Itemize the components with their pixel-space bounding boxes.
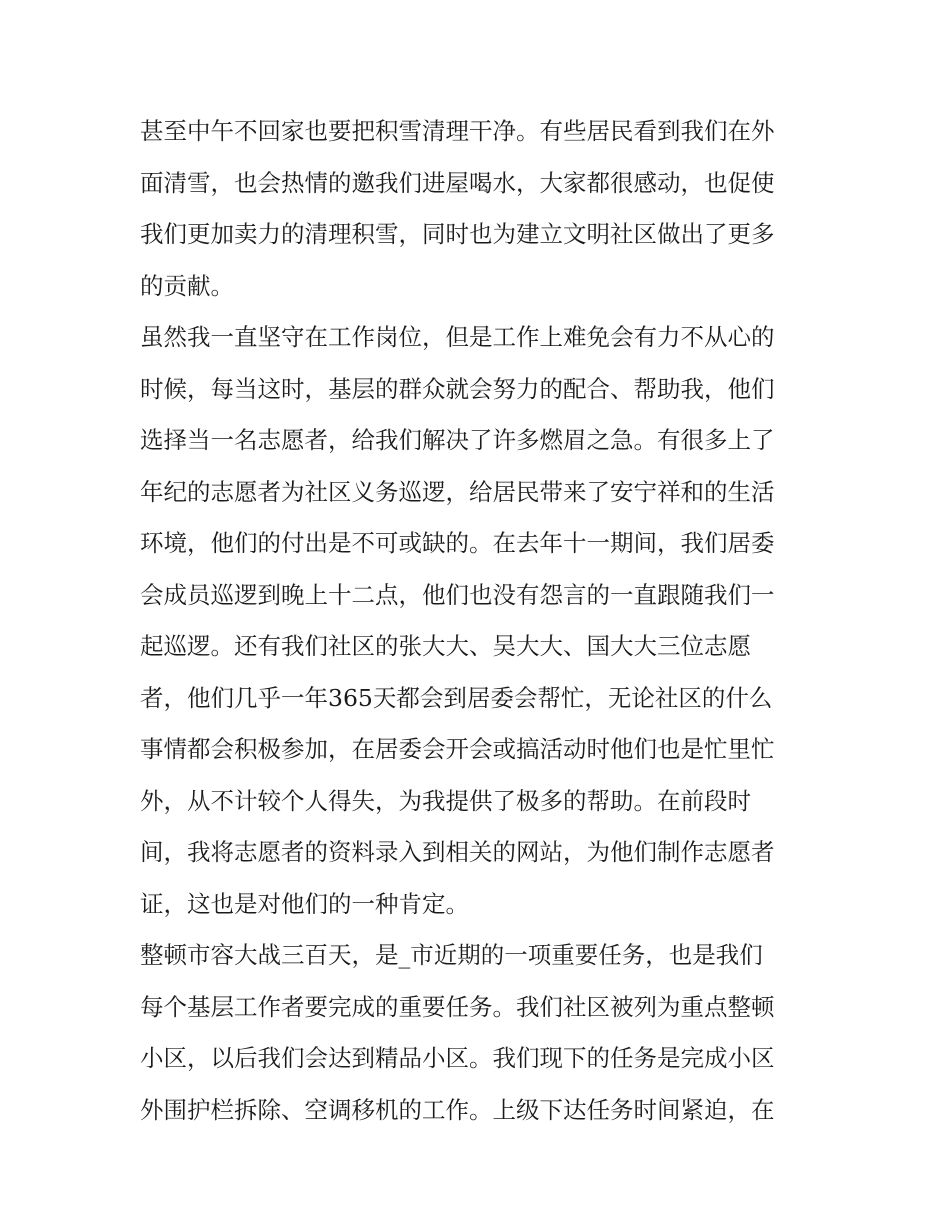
text-line: 证，这也是对他们的一种肯定。 bbox=[140, 889, 469, 918]
text-line: 外，从不计较个人得失，为我提供了极多的帮助。在前段时 bbox=[140, 786, 751, 815]
text-line: 的贡献。 bbox=[140, 271, 234, 300]
text-line: 小区，以后我们会达到精品小区。我们现下的任务是完成小区 bbox=[140, 1044, 775, 1072]
text-line: 年纪的志愿者为社区义务巡逻，给居民带来了安宁祥和的生活 bbox=[140, 477, 775, 506]
text-line: 选择当一名志愿者，给我们解决了许多燃眉之急。有很多上了 bbox=[140, 426, 775, 454]
text-line: 者，他们几乎一年365天都会到居委会帮忙，无论社区的什么 bbox=[140, 683, 773, 712]
text-line: 时候，每当这时，基层的群众就会努力的配合、帮助我，他们 bbox=[140, 374, 775, 403]
text-line: 起巡逻。还有我们社区的张大大、吴大大、国大大三位志愿 bbox=[140, 632, 751, 660]
text-line: 我们更加卖力的清理积雪，同时也为建立文明社区做出了更多 bbox=[140, 220, 775, 248]
text-line: 虽然我一直坚守在工作岗位，但是工作上难免会有力不从心的 bbox=[140, 323, 775, 351]
text-line: 事情都会积极参加，在居委会开会或搞活动时他们也是忙里忙 bbox=[140, 735, 775, 763]
text-line: 会成员巡逻到晚上十二点，他们也没有怨言的一直跟随我们一 bbox=[140, 580, 775, 609]
text-line: 面清雪，也会热情的邀我们进屋喝水，大家都很感动，也促使 bbox=[140, 168, 775, 197]
text-line: 间，我将志愿者的资料录入到相关的网站，为他们制作志愿者 bbox=[140, 838, 775, 866]
text-line: 每个基层工作者要完成的重要任务。我们社区被列为重点整顿 bbox=[140, 992, 775, 1021]
text-line: 外围护栏拆除、空调移机的工作。上级下达任务时间紧迫，在 bbox=[140, 1095, 775, 1124]
text-line: 环境，他们的付出是不可或缺的。在去年十一期间，我们居委 bbox=[140, 529, 775, 557]
document-body bbox=[140, 106, 820, 1136]
text-line: 整顿市容大战三百天，是_市近期的一项重要任务，也是我们 bbox=[140, 941, 763, 969]
text-line: 甚至中午不回家也要把积雪清理干净。有些居民看到我们在外 bbox=[140, 117, 775, 145]
